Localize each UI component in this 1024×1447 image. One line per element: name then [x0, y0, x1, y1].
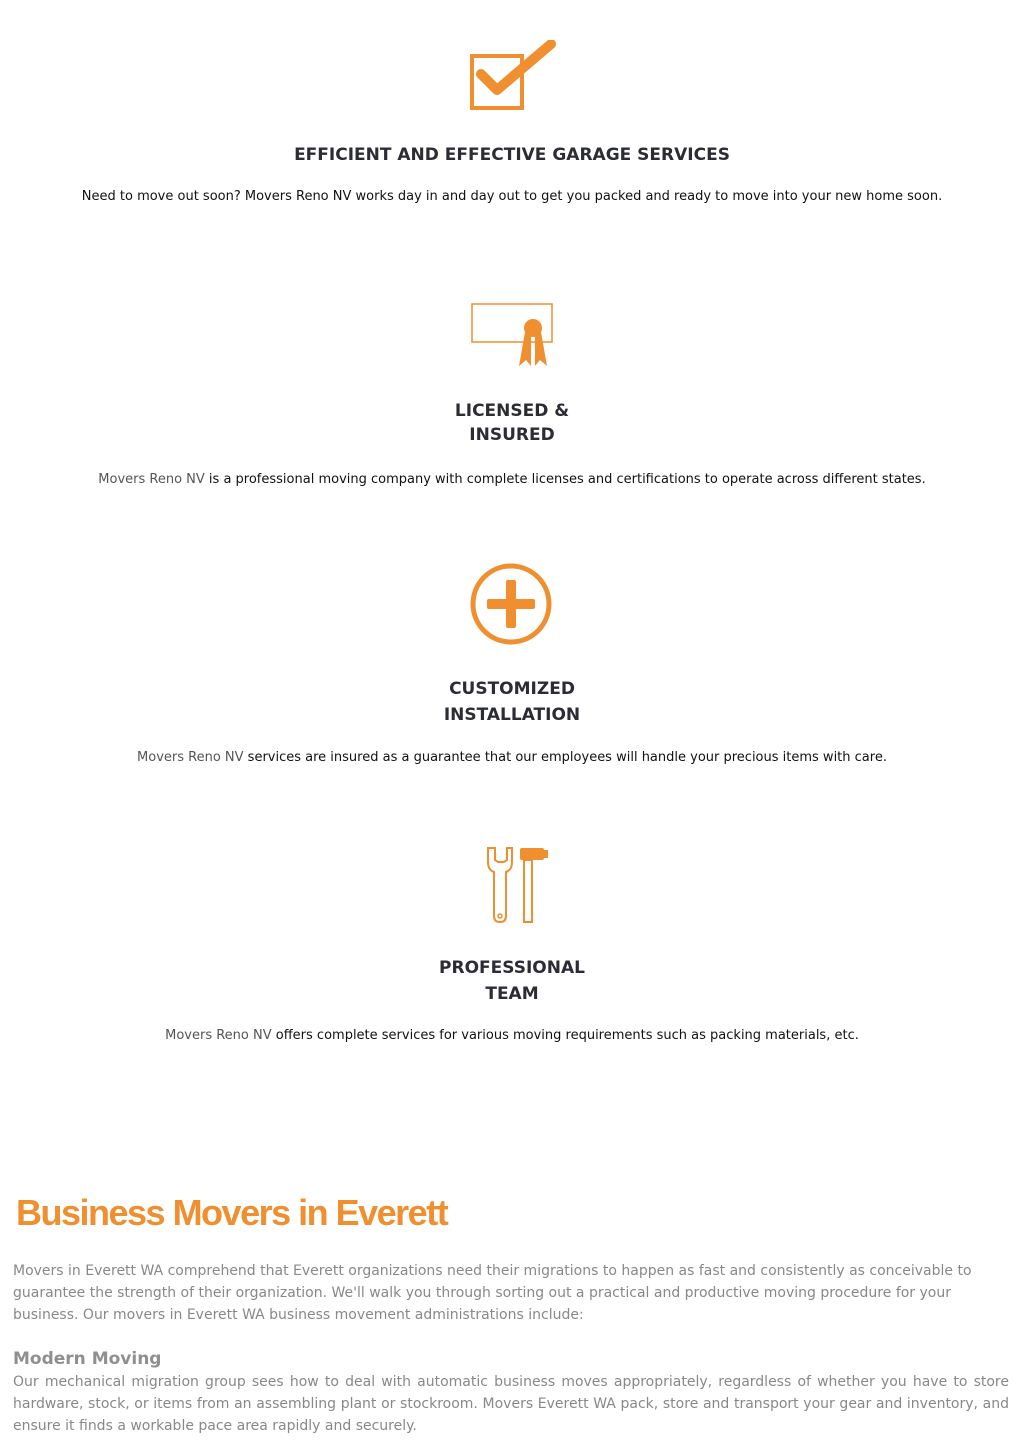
plus-circle-icon: [469, 562, 555, 648]
brand-name: Movers Reno NV: [165, 1028, 272, 1043]
feature-description: Movers Reno NV is a professional moving company with complete licenses and certifications to operate across different states.: [98, 472, 926, 487]
feature-icon-wrap: [0, 40, 1024, 114]
feature-icon-wrap: [0, 300, 1024, 372]
tools-icon: [474, 842, 550, 928]
feature-description: Need to move out soon? Movers Reno NV works day in and day out to get you packed and ready to move into your new home soon.: [81, 189, 943, 204]
feature-title: PROFESSIONAL TEAM: [439, 958, 585, 1004]
feature-title: EFFICIENT AND EFFECTIVE GARAGE SERVICES: [294, 145, 730, 165]
feature-title: CUSTOMIZED INSTALLATION: [443, 679, 581, 725]
brand-name: Movers Reno NV: [137, 750, 244, 765]
sub-text: Our mechanical migration group sees how to deal with automatic business moves appropriately, regardless of whether you have to store hardware, stock, or items from an assembling plant or stockroom. Movers Everett WA pack, store and transport your gear and inventory, and ensure it finds a workable pace area rapidly and securely.: [13, 1374, 1009, 1434]
feature-description: Movers Reno NV offers complete services for various moving requirements such as packing materials, etc.: [165, 1028, 859, 1043]
section-intro: Movers in Everett WA comprehend that Everett organizations need their migrations to happen as fast and consistently as conceivable to guarantee the strength of their organization. We'll walk you through sorting out a practical and productive moving procedure for your business. Our movers in Everett WA business movement administrations include:: [13, 1263, 972, 1323]
checkbox-icon: [467, 40, 557, 114]
certificate-icon: [467, 300, 557, 372]
sub-heading: Modern Moving: [13, 1349, 162, 1369]
feature-title: LICENSED & INSURED: [454, 401, 570, 445]
feature-icon-wrap: [0, 562, 1024, 648]
feature-description: Movers Reno NV services are insured as a guarantee that our employees will handle your precious items with care.: [137, 750, 887, 765]
brand-name: Movers Reno NV: [98, 472, 205, 487]
section-heading: Business Movers in Everett: [16, 1192, 448, 1233]
feature-icon-wrap: [0, 842, 1024, 928]
